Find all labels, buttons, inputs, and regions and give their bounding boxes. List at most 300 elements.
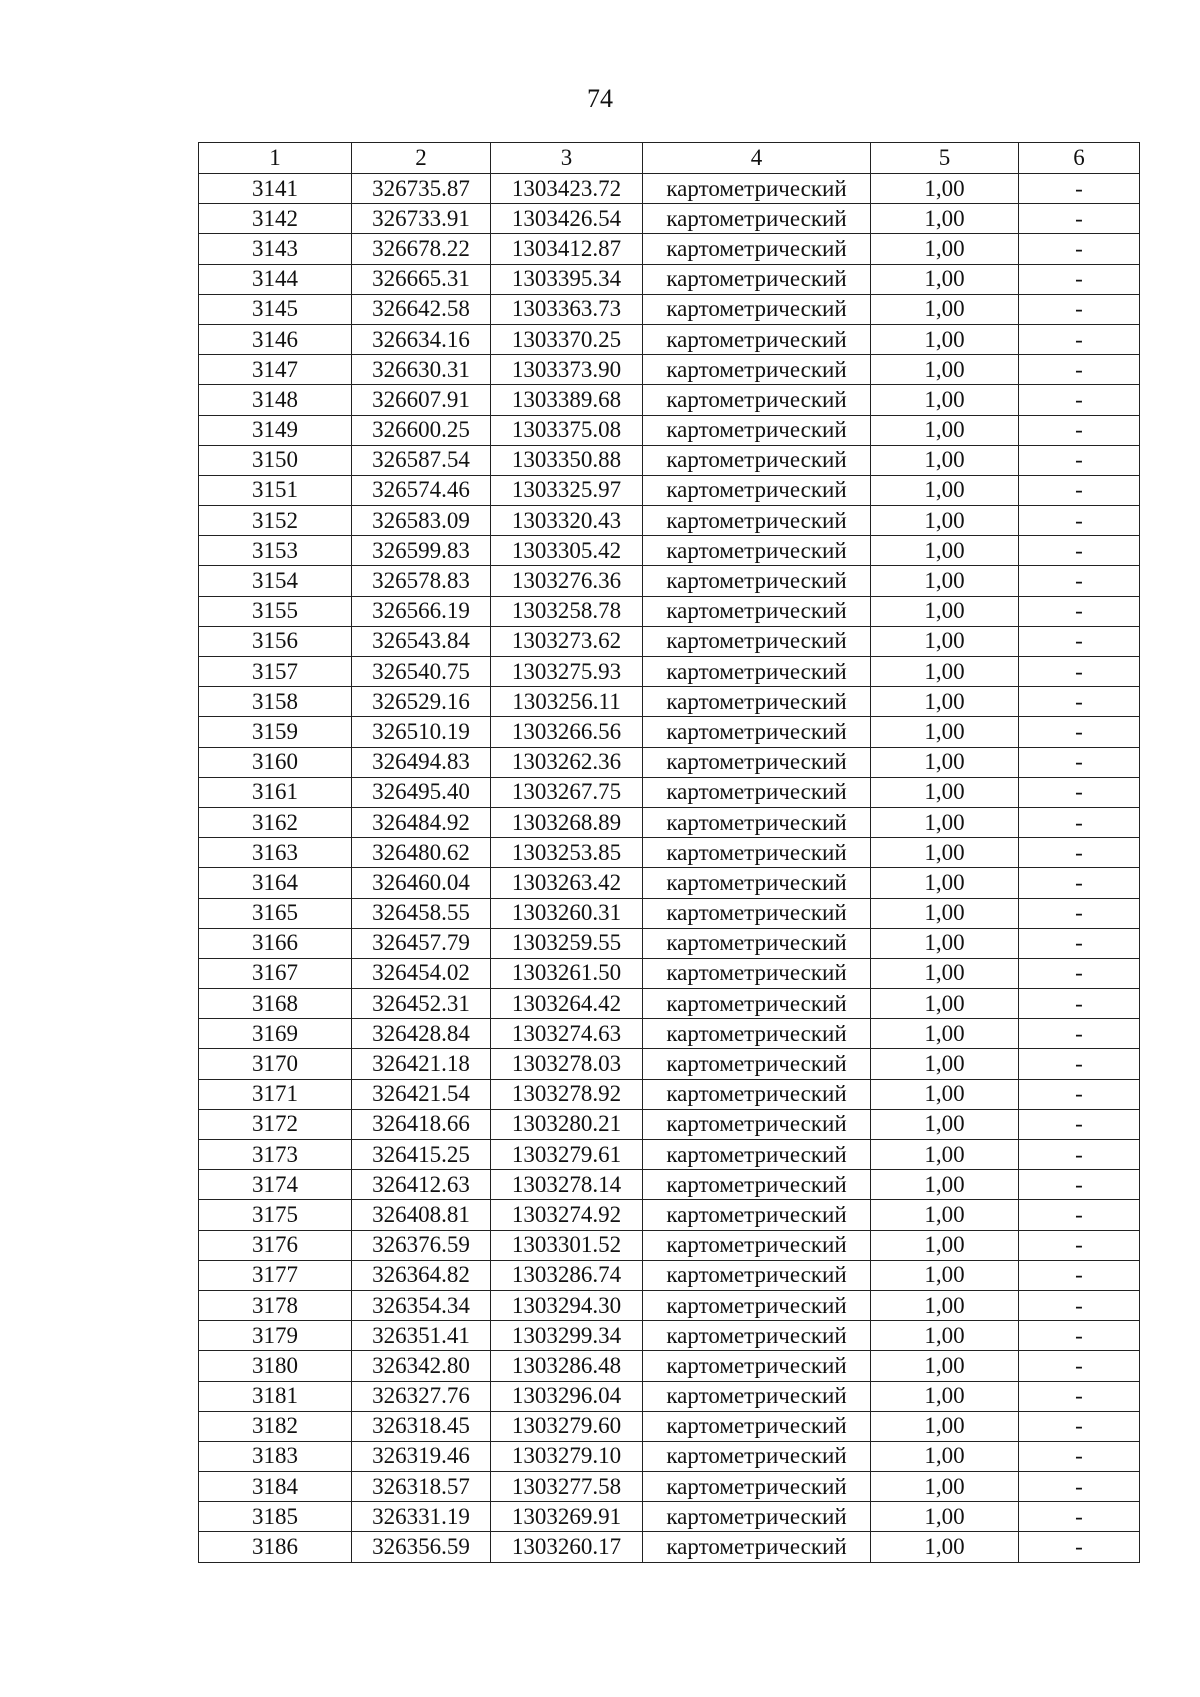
point-number-cell: 3143 [199, 234, 352, 264]
y-coordinate-cell: 1303286.74 [491, 1260, 643, 1290]
y-coordinate-cell: 1303262.36 [491, 747, 643, 777]
accuracy-cell: 1,00 [871, 506, 1019, 536]
x-coordinate-cell: 326735.87 [352, 174, 491, 204]
table-row [199, 536, 1140, 566]
point-number-cell: 3176 [199, 1230, 352, 1260]
y-coordinate-cell: 1303370.25 [491, 324, 643, 354]
method-cell: картометрический [643, 807, 871, 837]
table-row [199, 475, 1140, 505]
note-cell: - [1019, 294, 1140, 324]
table-row [199, 264, 1140, 294]
table-header [199, 143, 1140, 174]
y-coordinate-cell: 1303277.58 [491, 1472, 643, 1502]
method-cell: картометрический [643, 324, 871, 354]
point-number-cell: 3156 [199, 626, 352, 656]
point-number-cell: 3147 [199, 355, 352, 385]
accuracy-cell: 1,00 [871, 1170, 1019, 1200]
x-coordinate-cell: 326630.31 [352, 355, 491, 385]
note-cell: - [1019, 1230, 1140, 1260]
method-cell: картометрический [643, 1140, 871, 1170]
method-cell: картометрический [643, 1200, 871, 1230]
x-coordinate-cell: 326510.19 [352, 717, 491, 747]
table-row [199, 204, 1140, 234]
accuracy-cell: 1,00 [871, 989, 1019, 1019]
table-row [199, 566, 1140, 596]
accuracy-cell: 1,00 [871, 626, 1019, 656]
y-coordinate-cell: 1303269.91 [491, 1502, 643, 1532]
method-cell: картометрический [643, 958, 871, 988]
point-number-cell: 3163 [199, 838, 352, 868]
accuracy-cell: 1,00 [871, 324, 1019, 354]
point-number-cell: 3144 [199, 264, 352, 294]
note-cell: - [1019, 928, 1140, 958]
table-row [199, 807, 1140, 837]
y-coordinate-cell: 1303412.87 [491, 234, 643, 264]
accuracy-cell: 1,00 [871, 807, 1019, 837]
note-cell: - [1019, 807, 1140, 837]
note-cell: - [1019, 657, 1140, 687]
x-coordinate-cell: 326600.25 [352, 415, 491, 445]
method-cell: картометрический [643, 747, 871, 777]
point-number-cell: 3157 [199, 657, 352, 687]
point-number-cell: 3159 [199, 717, 352, 747]
accuracy-cell: 1,00 [871, 536, 1019, 566]
table-row [199, 958, 1140, 988]
y-coordinate-cell: 1303305.42 [491, 536, 643, 566]
method-cell: картометрический [643, 1321, 871, 1351]
accuracy-cell: 1,00 [871, 717, 1019, 747]
method-cell: картометрический [643, 174, 871, 204]
x-coordinate-cell: 326457.79 [352, 928, 491, 958]
table-row [199, 1049, 1140, 1079]
column-header-4: 4 [643, 143, 871, 174]
note-cell: - [1019, 324, 1140, 354]
accuracy-cell: 1,00 [871, 1109, 1019, 1139]
method-cell: картометрический [643, 928, 871, 958]
accuracy-cell: 1,00 [871, 898, 1019, 928]
point-number-cell: 3164 [199, 868, 352, 898]
accuracy-cell: 1,00 [871, 1140, 1019, 1170]
y-coordinate-cell: 1303389.68 [491, 385, 643, 415]
x-coordinate-cell: 326356.59 [352, 1532, 491, 1562]
x-coordinate-cell: 326607.91 [352, 385, 491, 415]
x-coordinate-cell: 326480.62 [352, 838, 491, 868]
x-coordinate-cell: 326452.31 [352, 989, 491, 1019]
method-cell: картометрический [643, 1502, 871, 1532]
note-cell: - [1019, 777, 1140, 807]
point-number-cell: 3186 [199, 1532, 352, 1562]
y-coordinate-cell: 1303363.73 [491, 294, 643, 324]
x-coordinate-cell: 326484.92 [352, 807, 491, 837]
point-number-cell: 3149 [199, 415, 352, 445]
column-header-1: 1 [199, 143, 352, 174]
point-number-cell: 3161 [199, 777, 352, 807]
accuracy-cell: 1,00 [871, 1381, 1019, 1411]
method-cell: картометрический [643, 657, 871, 687]
table-row [199, 174, 1140, 204]
x-coordinate-cell: 326319.46 [352, 1441, 491, 1471]
x-coordinate-cell: 326408.81 [352, 1200, 491, 1230]
table-row [199, 1441, 1140, 1471]
method-cell: картометрический [643, 1019, 871, 1049]
note-cell: - [1019, 234, 1140, 264]
method-cell: картометрический [643, 1290, 871, 1320]
accuracy-cell: 1,00 [871, 234, 1019, 264]
note-cell: - [1019, 1532, 1140, 1562]
y-coordinate-cell: 1303260.17 [491, 1532, 643, 1562]
method-cell: картометрический [643, 506, 871, 536]
method-cell: картометрический [643, 294, 871, 324]
note-cell: - [1019, 989, 1140, 1019]
x-coordinate-cell: 326495.40 [352, 777, 491, 807]
table-row [199, 324, 1140, 354]
x-coordinate-cell: 326665.31 [352, 264, 491, 294]
table-row [199, 385, 1140, 415]
accuracy-cell: 1,00 [871, 475, 1019, 505]
table-row [199, 1290, 1140, 1320]
method-cell: картометрический [643, 415, 871, 445]
y-coordinate-cell: 1303263.42 [491, 868, 643, 898]
point-number-cell: 3165 [199, 898, 352, 928]
point-number-cell: 3170 [199, 1049, 352, 1079]
table-row [199, 1260, 1140, 1290]
point-number-cell: 3174 [199, 1170, 352, 1200]
point-number-cell: 3146 [199, 324, 352, 354]
y-coordinate-cell: 1303258.78 [491, 596, 643, 626]
x-coordinate-cell: 326454.02 [352, 958, 491, 988]
table-row [199, 1351, 1140, 1381]
method-cell: картометрический [643, 838, 871, 868]
note-cell: - [1019, 1502, 1140, 1532]
x-coordinate-cell: 326587.54 [352, 445, 491, 475]
accuracy-cell: 1,00 [871, 1290, 1019, 1320]
point-number-cell: 3155 [199, 596, 352, 626]
accuracy-cell: 1,00 [871, 1411, 1019, 1441]
x-coordinate-cell: 326318.57 [352, 1472, 491, 1502]
note-cell: - [1019, 1472, 1140, 1502]
note-cell: - [1019, 717, 1140, 747]
x-coordinate-cell: 326428.84 [352, 1019, 491, 1049]
y-coordinate-cell: 1303253.85 [491, 838, 643, 868]
table-row [199, 1411, 1140, 1441]
accuracy-cell: 1,00 [871, 355, 1019, 385]
x-coordinate-cell: 326574.46 [352, 475, 491, 505]
note-cell: - [1019, 1170, 1140, 1200]
table-row [199, 355, 1140, 385]
table-row [199, 1381, 1140, 1411]
x-coordinate-cell: 326540.75 [352, 657, 491, 687]
y-coordinate-cell: 1303278.14 [491, 1170, 643, 1200]
note-cell: - [1019, 868, 1140, 898]
x-coordinate-cell: 326460.04 [352, 868, 491, 898]
point-number-cell: 3141 [199, 174, 352, 204]
accuracy-cell: 1,00 [871, 1260, 1019, 1290]
x-coordinate-cell: 326412.63 [352, 1170, 491, 1200]
point-number-cell: 3184 [199, 1472, 352, 1502]
point-number-cell: 3169 [199, 1019, 352, 1049]
accuracy-cell: 1,00 [871, 566, 1019, 596]
y-coordinate-cell: 1303268.89 [491, 807, 643, 837]
method-cell: картометрический [643, 1170, 871, 1200]
method-cell: картометрический [643, 898, 871, 928]
y-coordinate-cell: 1303274.92 [491, 1200, 643, 1230]
table-row [199, 747, 1140, 777]
point-number-cell: 3158 [199, 687, 352, 717]
accuracy-cell: 1,00 [871, 204, 1019, 234]
point-number-cell: 3171 [199, 1079, 352, 1109]
point-number-cell: 3181 [199, 1381, 352, 1411]
x-coordinate-cell: 326354.34 [352, 1290, 491, 1320]
header-row [199, 143, 1140, 174]
y-coordinate-cell: 1303275.93 [491, 657, 643, 687]
y-coordinate-cell: 1303259.55 [491, 928, 643, 958]
x-coordinate-cell: 326351.41 [352, 1321, 491, 1351]
note-cell: - [1019, 1321, 1140, 1351]
x-coordinate-cell: 326421.54 [352, 1079, 491, 1109]
method-cell: картометрический [643, 234, 871, 264]
method-cell: картометрический [643, 1381, 871, 1411]
note-cell: - [1019, 204, 1140, 234]
table-row [199, 506, 1140, 536]
accuracy-cell: 1,00 [871, 777, 1019, 807]
accuracy-cell: 1,00 [871, 1079, 1019, 1109]
method-cell: картометрический [643, 1351, 871, 1381]
y-coordinate-cell: 1303266.56 [491, 717, 643, 747]
method-cell: картометрический [643, 687, 871, 717]
point-number-cell: 3145 [199, 294, 352, 324]
note-cell: - [1019, 1140, 1140, 1170]
note-cell: - [1019, 174, 1140, 204]
table-row [199, 1502, 1140, 1532]
method-cell: картометрический [643, 717, 871, 747]
y-coordinate-cell: 1303256.11 [491, 687, 643, 717]
point-number-cell: 3175 [199, 1200, 352, 1230]
accuracy-cell: 1,00 [871, 958, 1019, 988]
method-cell: картометрический [643, 566, 871, 596]
y-coordinate-cell: 1303294.30 [491, 1290, 643, 1320]
point-number-cell: 3180 [199, 1351, 352, 1381]
note-cell: - [1019, 687, 1140, 717]
y-coordinate-cell: 1303320.43 [491, 506, 643, 536]
point-number-cell: 3150 [199, 445, 352, 475]
y-coordinate-cell: 1303286.48 [491, 1351, 643, 1381]
table-row [199, 1079, 1140, 1109]
accuracy-cell: 1,00 [871, 1532, 1019, 1562]
method-cell: картометрический [643, 385, 871, 415]
note-cell: - [1019, 747, 1140, 777]
x-coordinate-cell: 326529.16 [352, 687, 491, 717]
x-coordinate-cell: 326458.55 [352, 898, 491, 928]
table-row [199, 1109, 1140, 1139]
y-coordinate-cell: 1303350.88 [491, 445, 643, 475]
table-row [199, 596, 1140, 626]
x-coordinate-cell: 326327.76 [352, 1381, 491, 1411]
y-coordinate-cell: 1303325.97 [491, 475, 643, 505]
point-number-cell: 3152 [199, 506, 352, 536]
table-row [199, 928, 1140, 958]
accuracy-cell: 1,00 [871, 294, 1019, 324]
accuracy-cell: 1,00 [871, 657, 1019, 687]
x-coordinate-cell: 326364.82 [352, 1260, 491, 1290]
method-cell: картометрический [643, 1109, 871, 1139]
point-number-cell: 3182 [199, 1411, 352, 1441]
table-row [199, 1140, 1140, 1170]
table-row [199, 234, 1140, 264]
y-coordinate-cell: 1303279.61 [491, 1140, 643, 1170]
method-cell: картометрический [643, 868, 871, 898]
note-cell: - [1019, 626, 1140, 656]
x-coordinate-cell: 326642.58 [352, 294, 491, 324]
x-coordinate-cell: 326331.19 [352, 1502, 491, 1532]
method-cell: картометрический [643, 536, 871, 566]
accuracy-cell: 1,00 [871, 1049, 1019, 1079]
table-row [199, 626, 1140, 656]
method-cell: картометрический [643, 626, 871, 656]
x-coordinate-cell: 326318.45 [352, 1411, 491, 1441]
note-cell: - [1019, 1441, 1140, 1471]
table-row [199, 415, 1140, 445]
method-cell: картометрический [643, 475, 871, 505]
accuracy-cell: 1,00 [871, 385, 1019, 415]
note-cell: - [1019, 596, 1140, 626]
method-cell: картометрический [643, 204, 871, 234]
note-cell: - [1019, 958, 1140, 988]
method-cell: картометрический [643, 1230, 871, 1260]
point-number-cell: 3179 [199, 1321, 352, 1351]
note-cell: - [1019, 475, 1140, 505]
accuracy-cell: 1,00 [871, 174, 1019, 204]
point-number-cell: 3151 [199, 475, 352, 505]
point-number-cell: 3177 [199, 1260, 352, 1290]
accuracy-cell: 1,00 [871, 928, 1019, 958]
y-coordinate-cell: 1303260.31 [491, 898, 643, 928]
point-number-cell: 3172 [199, 1109, 352, 1139]
table-row [199, 717, 1140, 747]
note-cell: - [1019, 415, 1140, 445]
note-cell: - [1019, 1411, 1140, 1441]
y-coordinate-cell: 1303278.92 [491, 1079, 643, 1109]
table-row [199, 838, 1140, 868]
table-row [199, 294, 1140, 324]
method-cell: картометрический [643, 264, 871, 294]
note-cell: - [1019, 1290, 1140, 1320]
coordinates-table [198, 142, 1140, 1563]
x-coordinate-cell: 326599.83 [352, 536, 491, 566]
table-row [199, 1472, 1140, 1502]
column-header-5: 5 [871, 143, 1019, 174]
note-cell: - [1019, 1079, 1140, 1109]
note-cell: - [1019, 385, 1140, 415]
y-coordinate-cell: 1303423.72 [491, 174, 643, 204]
y-coordinate-cell: 1303274.63 [491, 1019, 643, 1049]
accuracy-cell: 1,00 [871, 1321, 1019, 1351]
column-header-2: 2 [352, 143, 491, 174]
y-coordinate-cell: 1303301.52 [491, 1230, 643, 1260]
point-number-cell: 3142 [199, 204, 352, 234]
table-body [199, 174, 1140, 1563]
note-cell: - [1019, 536, 1140, 566]
accuracy-cell: 1,00 [871, 1019, 1019, 1049]
table-row [199, 868, 1140, 898]
x-coordinate-cell: 326342.80 [352, 1351, 491, 1381]
y-coordinate-cell: 1303426.54 [491, 204, 643, 234]
method-cell: картометрический [643, 445, 871, 475]
y-coordinate-cell: 1303279.10 [491, 1441, 643, 1471]
accuracy-cell: 1,00 [871, 838, 1019, 868]
table-row [199, 445, 1140, 475]
x-coordinate-cell: 326678.22 [352, 234, 491, 264]
method-cell: картометрический [643, 1441, 871, 1471]
x-coordinate-cell: 326543.84 [352, 626, 491, 656]
note-cell: - [1019, 566, 1140, 596]
x-coordinate-cell: 326634.16 [352, 324, 491, 354]
method-cell: картометрический [643, 989, 871, 1019]
accuracy-cell: 1,00 [871, 445, 1019, 475]
x-coordinate-cell: 326578.83 [352, 566, 491, 596]
accuracy-cell: 1,00 [871, 1502, 1019, 1532]
y-coordinate-cell: 1303279.60 [491, 1411, 643, 1441]
table-row [199, 777, 1140, 807]
note-cell: - [1019, 1200, 1140, 1230]
method-cell: картометрический [643, 1411, 871, 1441]
point-number-cell: 3168 [199, 989, 352, 1019]
point-number-cell: 3162 [199, 807, 352, 837]
note-cell: - [1019, 1260, 1140, 1290]
table-row [199, 657, 1140, 687]
note-cell: - [1019, 1381, 1140, 1411]
y-coordinate-cell: 1303375.08 [491, 415, 643, 445]
point-number-cell: 3166 [199, 928, 352, 958]
accuracy-cell: 1,00 [871, 747, 1019, 777]
table-row [199, 1230, 1140, 1260]
accuracy-cell: 1,00 [871, 1441, 1019, 1471]
accuracy-cell: 1,00 [871, 687, 1019, 717]
x-coordinate-cell: 326376.59 [352, 1230, 491, 1260]
accuracy-cell: 1,00 [871, 1351, 1019, 1381]
accuracy-cell: 1,00 [871, 264, 1019, 294]
note-cell: - [1019, 264, 1140, 294]
note-cell: - [1019, 838, 1140, 868]
point-number-cell: 3173 [199, 1140, 352, 1170]
table-row [199, 898, 1140, 928]
y-coordinate-cell: 1303299.34 [491, 1321, 643, 1351]
x-coordinate-cell: 326418.66 [352, 1109, 491, 1139]
note-cell: - [1019, 898, 1140, 928]
method-cell: картометрический [643, 1049, 871, 1079]
accuracy-cell: 1,00 [871, 1472, 1019, 1502]
method-cell: картометрический [643, 1472, 871, 1502]
method-cell: картометрический [643, 1532, 871, 1562]
y-coordinate-cell: 1303276.36 [491, 566, 643, 596]
point-number-cell: 3183 [199, 1441, 352, 1471]
method-cell: картометрический [643, 1079, 871, 1109]
x-coordinate-cell: 326494.83 [352, 747, 491, 777]
accuracy-cell: 1,00 [871, 596, 1019, 626]
accuracy-cell: 1,00 [871, 868, 1019, 898]
note-cell: - [1019, 1351, 1140, 1381]
point-number-cell: 3185 [199, 1502, 352, 1532]
note-cell: - [1019, 1019, 1140, 1049]
y-coordinate-cell: 1303273.62 [491, 626, 643, 656]
y-coordinate-cell: 1303267.75 [491, 777, 643, 807]
table-row [199, 1321, 1140, 1351]
x-coordinate-cell: 326566.19 [352, 596, 491, 626]
point-number-cell: 3148 [199, 385, 352, 415]
table-row [199, 687, 1140, 717]
table-row [199, 1170, 1140, 1200]
accuracy-cell: 1,00 [871, 1230, 1019, 1260]
y-coordinate-cell: 1303296.04 [491, 1381, 643, 1411]
